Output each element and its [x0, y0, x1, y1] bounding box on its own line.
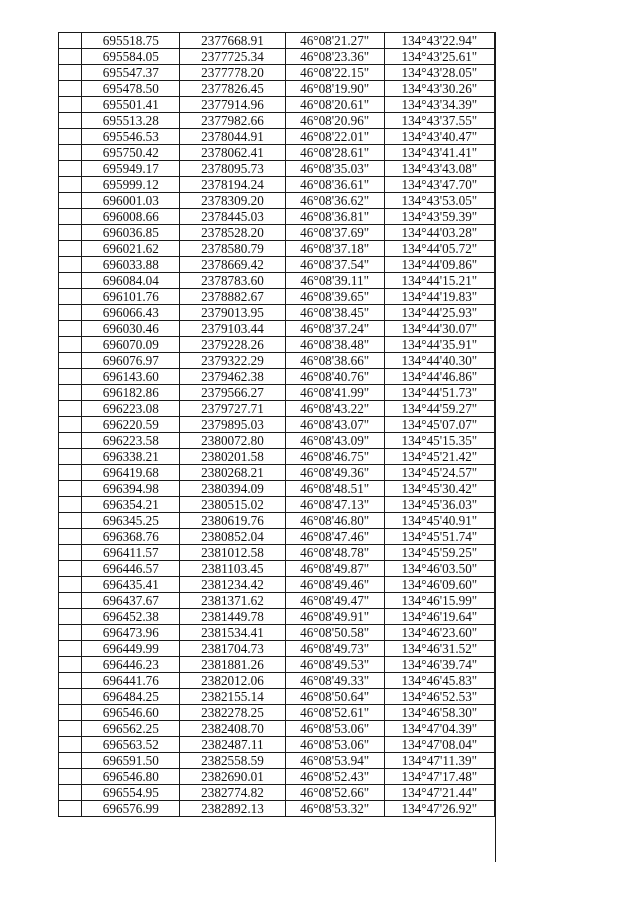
longitude-cell: 134°43'28.05" — [384, 65, 494, 81]
easting-cell: 696591.50 — [82, 753, 180, 769]
longitude-cell: 134°44'05.72" — [384, 241, 494, 257]
easting-cell: 695518.75 — [82, 33, 180, 49]
easting-cell: 696084.04 — [82, 273, 180, 289]
table-row — [59, 705, 495, 721]
table-row — [59, 593, 495, 609]
row-blank-cell — [59, 497, 82, 513]
easting-cell: 696446.57 — [82, 561, 180, 577]
latitude-cell: 46°08'37.18" — [285, 241, 384, 257]
easting-cell: 696576.99 — [82, 801, 180, 817]
easting-cell: 696419.68 — [82, 465, 180, 481]
longitude-cell: 134°44'19.83" — [384, 289, 494, 305]
longitude-cell: 134°43'47.70" — [384, 177, 494, 193]
easting-cell: 696473.96 — [82, 625, 180, 641]
table-row — [59, 401, 495, 417]
northing-cell: 2379228.26 — [180, 337, 285, 353]
latitude-cell: 46°08'43.07" — [285, 417, 384, 433]
easting-cell: 696223.08 — [82, 401, 180, 417]
northing-cell: 2378445.03 — [180, 209, 285, 225]
longitude-cell: 134°44'35.91" — [384, 337, 494, 353]
row-blank-cell — [59, 65, 82, 81]
latitude-cell: 46°08'52.61" — [285, 705, 384, 721]
northing-cell: 2377826.45 — [180, 81, 285, 97]
table-row — [59, 497, 495, 513]
easting-cell: 696484.25 — [82, 689, 180, 705]
easting-cell: 696354.21 — [82, 497, 180, 513]
easting-cell: 696066.43 — [82, 305, 180, 321]
table-row — [59, 241, 495, 257]
row-blank-cell — [59, 769, 82, 785]
latitude-cell: 46°08'38.48" — [285, 337, 384, 353]
row-blank-cell — [59, 801, 82, 817]
latitude-cell: 46°08'22.15" — [285, 65, 384, 81]
easting-cell: 696452.38 — [82, 609, 180, 625]
easting-cell: 695546.53 — [82, 129, 180, 145]
table-row — [59, 81, 495, 97]
latitude-cell: 46°08'53.06" — [285, 721, 384, 737]
easting-cell: 696182.86 — [82, 385, 180, 401]
latitude-cell: 46°08'21.27" — [285, 33, 384, 49]
easting-cell: 696021.62 — [82, 241, 180, 257]
easting-cell: 696033.88 — [82, 257, 180, 273]
table-row — [59, 353, 495, 369]
longitude-cell: 134°45'51.74" — [384, 529, 494, 545]
longitude-cell: 134°47'21.44" — [384, 785, 494, 801]
northing-cell: 2381103.45 — [180, 561, 285, 577]
table-row — [59, 257, 495, 273]
northing-cell: 2380394.09 — [180, 481, 285, 497]
easting-cell: 695547.37 — [82, 65, 180, 81]
northing-cell: 2377982.66 — [180, 113, 285, 129]
latitude-cell: 46°08'50.58" — [285, 625, 384, 641]
row-blank-cell — [59, 577, 82, 593]
table-row — [59, 737, 495, 753]
longitude-cell: 134°43'41.41" — [384, 145, 494, 161]
latitude-cell: 46°08'47.13" — [285, 497, 384, 513]
northing-cell: 2380072.80 — [180, 433, 285, 449]
table-row — [59, 209, 495, 225]
row-blank-cell — [59, 129, 82, 145]
row-blank-cell — [59, 49, 82, 65]
row-blank-cell — [59, 657, 82, 673]
row-blank-cell — [59, 385, 82, 401]
northing-cell: 2381371.62 — [180, 593, 285, 609]
northing-cell: 2382774.82 — [180, 785, 285, 801]
easting-cell: 696223.58 — [82, 433, 180, 449]
table-row — [59, 721, 495, 737]
table-row — [59, 689, 495, 705]
table-row — [59, 753, 495, 769]
northing-cell: 2378062.41 — [180, 145, 285, 161]
row-blank-cell — [59, 305, 82, 321]
row-blank-cell — [59, 257, 82, 273]
row-blank-cell — [59, 209, 82, 225]
row-blank-cell — [59, 145, 82, 161]
latitude-cell: 46°08'43.09" — [285, 433, 384, 449]
row-blank-cell — [59, 753, 82, 769]
easting-cell: 695750.42 — [82, 145, 180, 161]
row-blank-cell — [59, 529, 82, 545]
longitude-cell: 134°43'37.55" — [384, 113, 494, 129]
northing-cell: 2380201.58 — [180, 449, 285, 465]
row-blank-cell — [59, 785, 82, 801]
row-blank-cell — [59, 593, 82, 609]
row-blank-cell — [59, 433, 82, 449]
northing-cell: 2380268.21 — [180, 465, 285, 481]
row-blank-cell — [59, 705, 82, 721]
row-blank-cell — [59, 689, 82, 705]
latitude-cell: 46°08'38.45" — [285, 305, 384, 321]
latitude-cell: 46°08'49.33" — [285, 673, 384, 689]
northing-cell: 2379895.03 — [180, 417, 285, 433]
latitude-cell: 46°08'53.06" — [285, 737, 384, 753]
easting-cell: 695478.50 — [82, 81, 180, 97]
row-blank-cell — [59, 481, 82, 497]
latitude-cell: 46°08'37.54" — [285, 257, 384, 273]
easting-cell: 696546.60 — [82, 705, 180, 721]
table-row — [59, 369, 495, 385]
longitude-cell: 134°43'22.94" — [384, 33, 494, 49]
longitude-cell: 134°47'08.04" — [384, 737, 494, 753]
latitude-cell: 46°08'47.46" — [285, 529, 384, 545]
northing-cell: 2378095.73 — [180, 161, 285, 177]
row-blank-cell — [59, 369, 82, 385]
longitude-cell: 134°46'09.60" — [384, 577, 494, 593]
easting-cell: 696076.97 — [82, 353, 180, 369]
longitude-cell: 134°45'24.57" — [384, 465, 494, 481]
northing-cell: 2379566.27 — [180, 385, 285, 401]
latitude-cell: 46°08'50.64" — [285, 689, 384, 705]
easting-cell: 696036.85 — [82, 225, 180, 241]
latitude-cell: 46°08'20.61" — [285, 97, 384, 113]
northing-cell: 2382487.11 — [180, 737, 285, 753]
latitude-cell: 46°08'40.76" — [285, 369, 384, 385]
latitude-cell: 46°08'49.46" — [285, 577, 384, 593]
table-row — [59, 529, 495, 545]
row-blank-cell — [59, 513, 82, 529]
easting-cell: 695999.12 — [82, 177, 180, 193]
table-row — [59, 225, 495, 241]
northing-cell: 2380619.76 — [180, 513, 285, 529]
table-row — [59, 177, 495, 193]
northing-cell: 2379103.44 — [180, 321, 285, 337]
latitude-cell: 46°08'41.99" — [285, 385, 384, 401]
easting-cell: 696070.09 — [82, 337, 180, 353]
latitude-cell: 46°08'35.03" — [285, 161, 384, 177]
table-row — [59, 433, 495, 449]
table-row — [59, 305, 495, 321]
northing-cell: 2382278.25 — [180, 705, 285, 721]
table-row — [59, 625, 495, 641]
northing-cell: 2379013.95 — [180, 305, 285, 321]
easting-cell: 696220.59 — [82, 417, 180, 433]
easting-cell: 696546.80 — [82, 769, 180, 785]
easting-cell: 696368.76 — [82, 529, 180, 545]
longitude-cell: 134°43'43.08" — [384, 161, 494, 177]
northing-cell: 2381704.73 — [180, 641, 285, 657]
longitude-cell: 134°45'15.35" — [384, 433, 494, 449]
row-blank-cell — [59, 609, 82, 625]
northing-cell: 2379462.38 — [180, 369, 285, 385]
table-row — [59, 481, 495, 497]
row-blank-cell — [59, 289, 82, 305]
easting-cell: 696101.76 — [82, 289, 180, 305]
longitude-cell: 134°44'30.07" — [384, 321, 494, 337]
easting-cell: 696435.41 — [82, 577, 180, 593]
row-blank-cell — [59, 321, 82, 337]
table-row — [59, 49, 495, 65]
table-row — [59, 545, 495, 561]
longitude-cell: 134°47'11.39" — [384, 753, 494, 769]
table-row — [59, 97, 495, 113]
row-blank-cell — [59, 401, 82, 417]
northing-cell: 2381012.58 — [180, 545, 285, 561]
longitude-cell: 134°44'51.73" — [384, 385, 494, 401]
row-blank-cell — [59, 177, 82, 193]
row-blank-cell — [59, 353, 82, 369]
easting-cell: 696338.21 — [82, 449, 180, 465]
table-row — [59, 65, 495, 81]
row-blank-cell — [59, 337, 82, 353]
easting-cell: 696001.03 — [82, 193, 180, 209]
longitude-cell: 134°44'15.21" — [384, 273, 494, 289]
northing-cell: 2381534.41 — [180, 625, 285, 641]
northing-cell: 2378783.60 — [180, 273, 285, 289]
row-blank-cell — [59, 721, 82, 737]
easting-cell: 695584.05 — [82, 49, 180, 65]
latitude-cell: 46°08'36.62" — [285, 193, 384, 209]
row-blank-cell — [59, 545, 82, 561]
row-blank-cell — [59, 641, 82, 657]
latitude-cell: 46°08'39.11" — [285, 273, 384, 289]
row-blank-cell — [59, 465, 82, 481]
longitude-cell: 134°43'40.47" — [384, 129, 494, 145]
easting-cell: 696394.98 — [82, 481, 180, 497]
easting-cell: 696449.99 — [82, 641, 180, 657]
row-blank-cell — [59, 561, 82, 577]
table-row — [59, 449, 495, 465]
page-right-rule — [495, 32, 496, 862]
northing-cell: 2378194.24 — [180, 177, 285, 193]
northing-cell: 2377725.34 — [180, 49, 285, 65]
easting-cell: 696143.60 — [82, 369, 180, 385]
row-blank-cell — [59, 417, 82, 433]
table-row — [59, 321, 495, 337]
northing-cell: 2379322.29 — [180, 353, 285, 369]
longitude-cell: 134°46'39.74" — [384, 657, 494, 673]
northing-cell: 2382155.14 — [180, 689, 285, 705]
northing-cell: 2382012.06 — [180, 673, 285, 689]
easting-cell: 695949.17 — [82, 161, 180, 177]
latitude-cell: 46°08'49.73" — [285, 641, 384, 657]
longitude-cell: 134°47'17.48" — [384, 769, 494, 785]
latitude-cell: 46°08'38.66" — [285, 353, 384, 369]
row-blank-cell — [59, 97, 82, 113]
table-row — [59, 129, 495, 145]
northing-cell: 2380852.04 — [180, 529, 285, 545]
table-row — [59, 641, 495, 657]
longitude-cell: 134°46'19.64" — [384, 609, 494, 625]
table-row — [59, 161, 495, 177]
northing-cell: 2382408.70 — [180, 721, 285, 737]
longitude-cell: 134°46'52.53" — [384, 689, 494, 705]
latitude-cell: 46°08'49.53" — [285, 657, 384, 673]
longitude-cell: 134°43'25.61" — [384, 49, 494, 65]
longitude-cell: 134°46'31.52" — [384, 641, 494, 657]
longitude-cell: 134°45'40.91" — [384, 513, 494, 529]
latitude-cell: 46°08'43.22" — [285, 401, 384, 417]
coordinates-table — [58, 32, 495, 817]
row-blank-cell — [59, 241, 82, 257]
northing-cell: 2381234.42 — [180, 577, 285, 593]
longitude-cell: 134°47'04.39" — [384, 721, 494, 737]
table-row — [59, 577, 495, 593]
longitude-cell: 134°44'09.86" — [384, 257, 494, 273]
latitude-cell: 46°08'37.69" — [285, 225, 384, 241]
coordinates-table-body — [59, 33, 495, 817]
latitude-cell: 46°08'28.61" — [285, 145, 384, 161]
northing-cell: 2378669.42 — [180, 257, 285, 273]
table-row — [59, 513, 495, 529]
longitude-cell: 134°45'21.42" — [384, 449, 494, 465]
latitude-cell: 46°08'52.43" — [285, 769, 384, 785]
latitude-cell: 46°08'19.90" — [285, 81, 384, 97]
table-row — [59, 289, 495, 305]
table-row — [59, 769, 495, 785]
table-row — [59, 273, 495, 289]
table-row — [59, 561, 495, 577]
easting-cell: 696437.67 — [82, 593, 180, 609]
longitude-cell: 134°46'03.50" — [384, 561, 494, 577]
latitude-cell: 46°08'49.47" — [285, 593, 384, 609]
row-blank-cell — [59, 737, 82, 753]
northing-cell: 2378580.79 — [180, 241, 285, 257]
northing-cell: 2378044.91 — [180, 129, 285, 145]
longitude-cell: 134°45'36.03" — [384, 497, 494, 513]
easting-cell: 696554.95 — [82, 785, 180, 801]
table-row — [59, 33, 495, 49]
easting-cell: 696411.57 — [82, 545, 180, 561]
northing-cell: 2379727.71 — [180, 401, 285, 417]
latitude-cell: 46°08'37.24" — [285, 321, 384, 337]
latitude-cell: 46°08'46.80" — [285, 513, 384, 529]
longitude-cell: 134°43'34.39" — [384, 97, 494, 113]
easting-cell: 695501.41 — [82, 97, 180, 113]
northing-cell: 2378528.20 — [180, 225, 285, 241]
table-row — [59, 465, 495, 481]
longitude-cell: 134°43'59.39" — [384, 209, 494, 225]
latitude-cell: 46°08'36.61" — [285, 177, 384, 193]
longitude-cell: 134°45'30.42" — [384, 481, 494, 497]
row-blank-cell — [59, 81, 82, 97]
longitude-cell: 134°43'53.05" — [384, 193, 494, 209]
longitude-cell: 134°46'45.83" — [384, 673, 494, 689]
northing-cell: 2378882.67 — [180, 289, 285, 305]
row-blank-cell — [59, 225, 82, 241]
table-row — [59, 385, 495, 401]
easting-cell: 696345.25 — [82, 513, 180, 529]
longitude-cell: 134°44'25.93" — [384, 305, 494, 321]
row-blank-cell — [59, 673, 82, 689]
longitude-cell: 134°46'23.60" — [384, 625, 494, 641]
longitude-cell: 134°46'58.30" — [384, 705, 494, 721]
latitude-cell: 46°08'46.75" — [285, 449, 384, 465]
easting-cell: 696446.23 — [82, 657, 180, 673]
table-row — [59, 193, 495, 209]
latitude-cell: 46°08'36.81" — [285, 209, 384, 225]
latitude-cell: 46°08'49.91" — [285, 609, 384, 625]
easting-cell: 695513.28 — [82, 113, 180, 129]
table-row — [59, 609, 495, 625]
table-row — [59, 145, 495, 161]
easting-cell: 696562.25 — [82, 721, 180, 737]
easting-cell: 696008.66 — [82, 209, 180, 225]
row-blank-cell — [59, 161, 82, 177]
latitude-cell: 46°08'49.87" — [285, 561, 384, 577]
northing-cell: 2381881.26 — [180, 657, 285, 673]
latitude-cell: 46°08'39.65" — [285, 289, 384, 305]
northing-cell: 2382892.13 — [180, 801, 285, 817]
row-blank-cell — [59, 113, 82, 129]
table-row — [59, 673, 495, 689]
easting-cell: 696563.52 — [82, 737, 180, 753]
northing-cell: 2382558.59 — [180, 753, 285, 769]
longitude-cell: 134°44'03.28" — [384, 225, 494, 241]
longitude-cell: 134°45'07.07" — [384, 417, 494, 433]
row-blank-cell — [59, 193, 82, 209]
row-blank-cell — [59, 273, 82, 289]
longitude-cell: 134°46'15.99" — [384, 593, 494, 609]
longitude-cell: 134°43'30.26" — [384, 81, 494, 97]
easting-cell: 696441.76 — [82, 673, 180, 689]
latitude-cell: 46°08'52.66" — [285, 785, 384, 801]
northing-cell: 2381449.78 — [180, 609, 285, 625]
latitude-cell: 46°08'53.32" — [285, 801, 384, 817]
table-row — [59, 337, 495, 353]
northing-cell: 2380515.02 — [180, 497, 285, 513]
longitude-cell: 134°44'59.27" — [384, 401, 494, 417]
northing-cell: 2378309.20 — [180, 193, 285, 209]
longitude-cell: 134°47'26.92" — [384, 801, 494, 817]
northing-cell: 2377914.96 — [180, 97, 285, 113]
northing-cell: 2377668.91 — [180, 33, 285, 49]
table-row — [59, 785, 495, 801]
table-row — [59, 657, 495, 673]
row-blank-cell — [59, 449, 82, 465]
latitude-cell: 46°08'20.96" — [285, 113, 384, 129]
latitude-cell: 46°08'22.01" — [285, 129, 384, 145]
northing-cell: 2377778.20 — [180, 65, 285, 81]
longitude-cell: 134°45'59.25" — [384, 545, 494, 561]
latitude-cell: 46°08'48.78" — [285, 545, 384, 561]
row-blank-cell — [59, 33, 82, 49]
table-row — [59, 417, 495, 433]
latitude-cell: 46°08'53.94" — [285, 753, 384, 769]
table-row — [59, 113, 495, 129]
longitude-cell: 134°44'46.86" — [384, 369, 494, 385]
table-row — [59, 801, 495, 817]
easting-cell: 696030.46 — [82, 321, 180, 337]
northing-cell: 2382690.01 — [180, 769, 285, 785]
latitude-cell: 46°08'48.51" — [285, 481, 384, 497]
row-blank-cell — [59, 625, 82, 641]
latitude-cell: 46°08'23.36" — [285, 49, 384, 65]
longitude-cell: 134°44'40.30" — [384, 353, 494, 369]
latitude-cell: 46°08'49.36" — [285, 465, 384, 481]
